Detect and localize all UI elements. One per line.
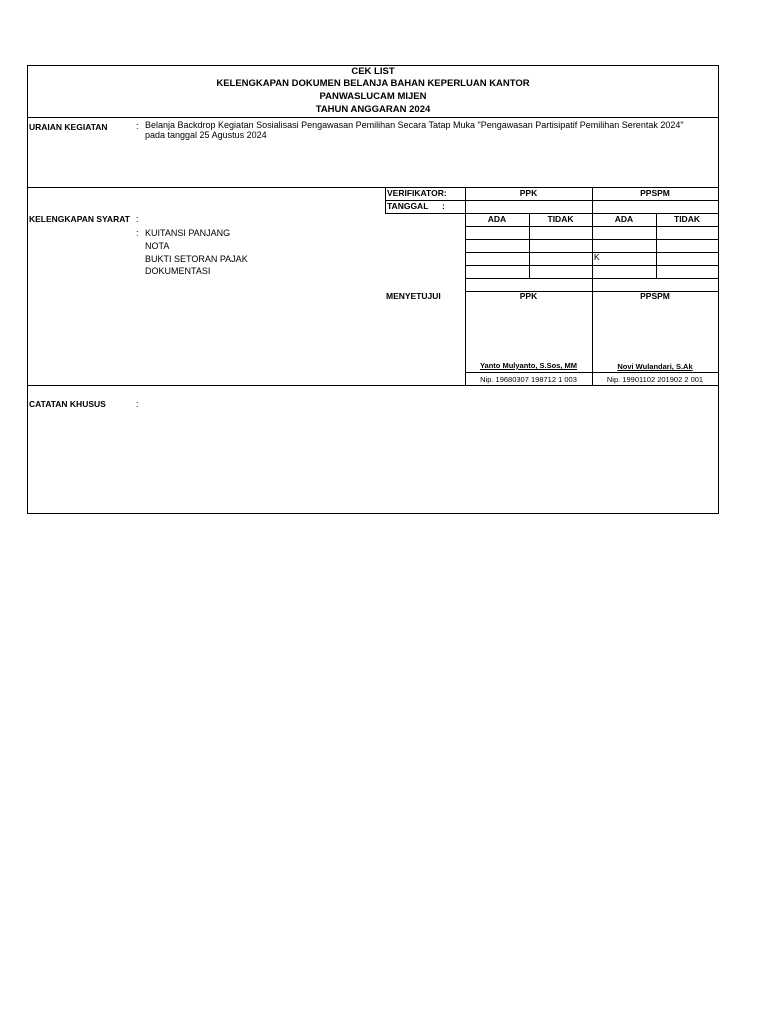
signature-line: [465, 372, 718, 373]
divider-catatan: [28, 385, 718, 386]
catatan-colon: :: [136, 399, 139, 409]
table-vline: [385, 187, 386, 213]
ppspm-column-header: PPSPM: [640, 188, 670, 198]
syarat-item: NOTA: [145, 241, 170, 251]
title-tahun-anggaran: TAHUN ANGGARAN 2024: [315, 104, 431, 115]
title-panwaslucam: PANWASLUCAM MIJEN: [319, 91, 427, 102]
title-cek-list: CEK LIST: [351, 66, 395, 77]
tanggal-colon: :: [442, 201, 445, 211]
ppk-ada-header: ADA: [487, 214, 507, 224]
ppk-column-header: PPK: [519, 188, 538, 198]
ppspm-ada-header: ADA: [614, 214, 634, 224]
kelengkapan-colon-2: :: [136, 228, 139, 238]
kelengkapan-colon: :: [136, 214, 139, 224]
ppk-signatory-name: Yanto Mulyanto, S.Sos, MM: [479, 361, 578, 370]
catatan-khusus-label: CATATAN KHUSUS: [29, 399, 106, 409]
menyetujui-label: MENYETUJUI: [386, 291, 441, 301]
divider-header: [28, 117, 718, 118]
verifikator-label: VERIFIKATOR:: [387, 188, 447, 198]
menyetujui-ppspm-header: PPSPM: [640, 291, 670, 301]
ppk-tidak-header: TIDAK: [547, 214, 574, 224]
kelengkapan-syarat-label: KELENGKAPAN SYARAT: [29, 214, 130, 224]
checklist-sheet: [27, 65, 719, 514]
uraian-kegiatan-label: URAIAN KEGIATAN: [29, 122, 108, 132]
check-mark: K: [594, 252, 600, 262]
uraian-kegiatan-text: Belanja Backdrop Kegiatan Sosialisasi Pengawasan Pemilihan Secara Tatap Muka "Pengawasan Partisipatif Pemilihan Serentak 2024" pada tanggal 25 Agustus 2024: [145, 120, 684, 140]
ppspm-tidak-header: TIDAK: [674, 214, 700, 224]
syarat-item: KUITANSI PANJANG: [145, 228, 231, 238]
ppspm-signatory-name: Novi Wulandari, S.Ak: [617, 362, 693, 371]
uraian-colon: :: [136, 121, 139, 131]
syarat-item: DOKUMENTASI: [145, 266, 211, 276]
table-line: [385, 200, 718, 201]
syarat-item: BUKTI SETORAN PAJAK: [145, 254, 248, 264]
ppspm-nip: Nip. 19901102 201902 2 001: [606, 375, 704, 384]
title-kelengkapan-dokumen: KELENGKAPAN DOKUMEN BELANJA BAHAN KEPERLUAN KANTOR: [216, 78, 530, 89]
tanggal-label: TANGGAL: [387, 201, 429, 211]
ppk-nip: Nip. 19680307 198712 1 003: [480, 375, 577, 384]
menyetujui-ppk-header: PPK: [519, 291, 538, 301]
